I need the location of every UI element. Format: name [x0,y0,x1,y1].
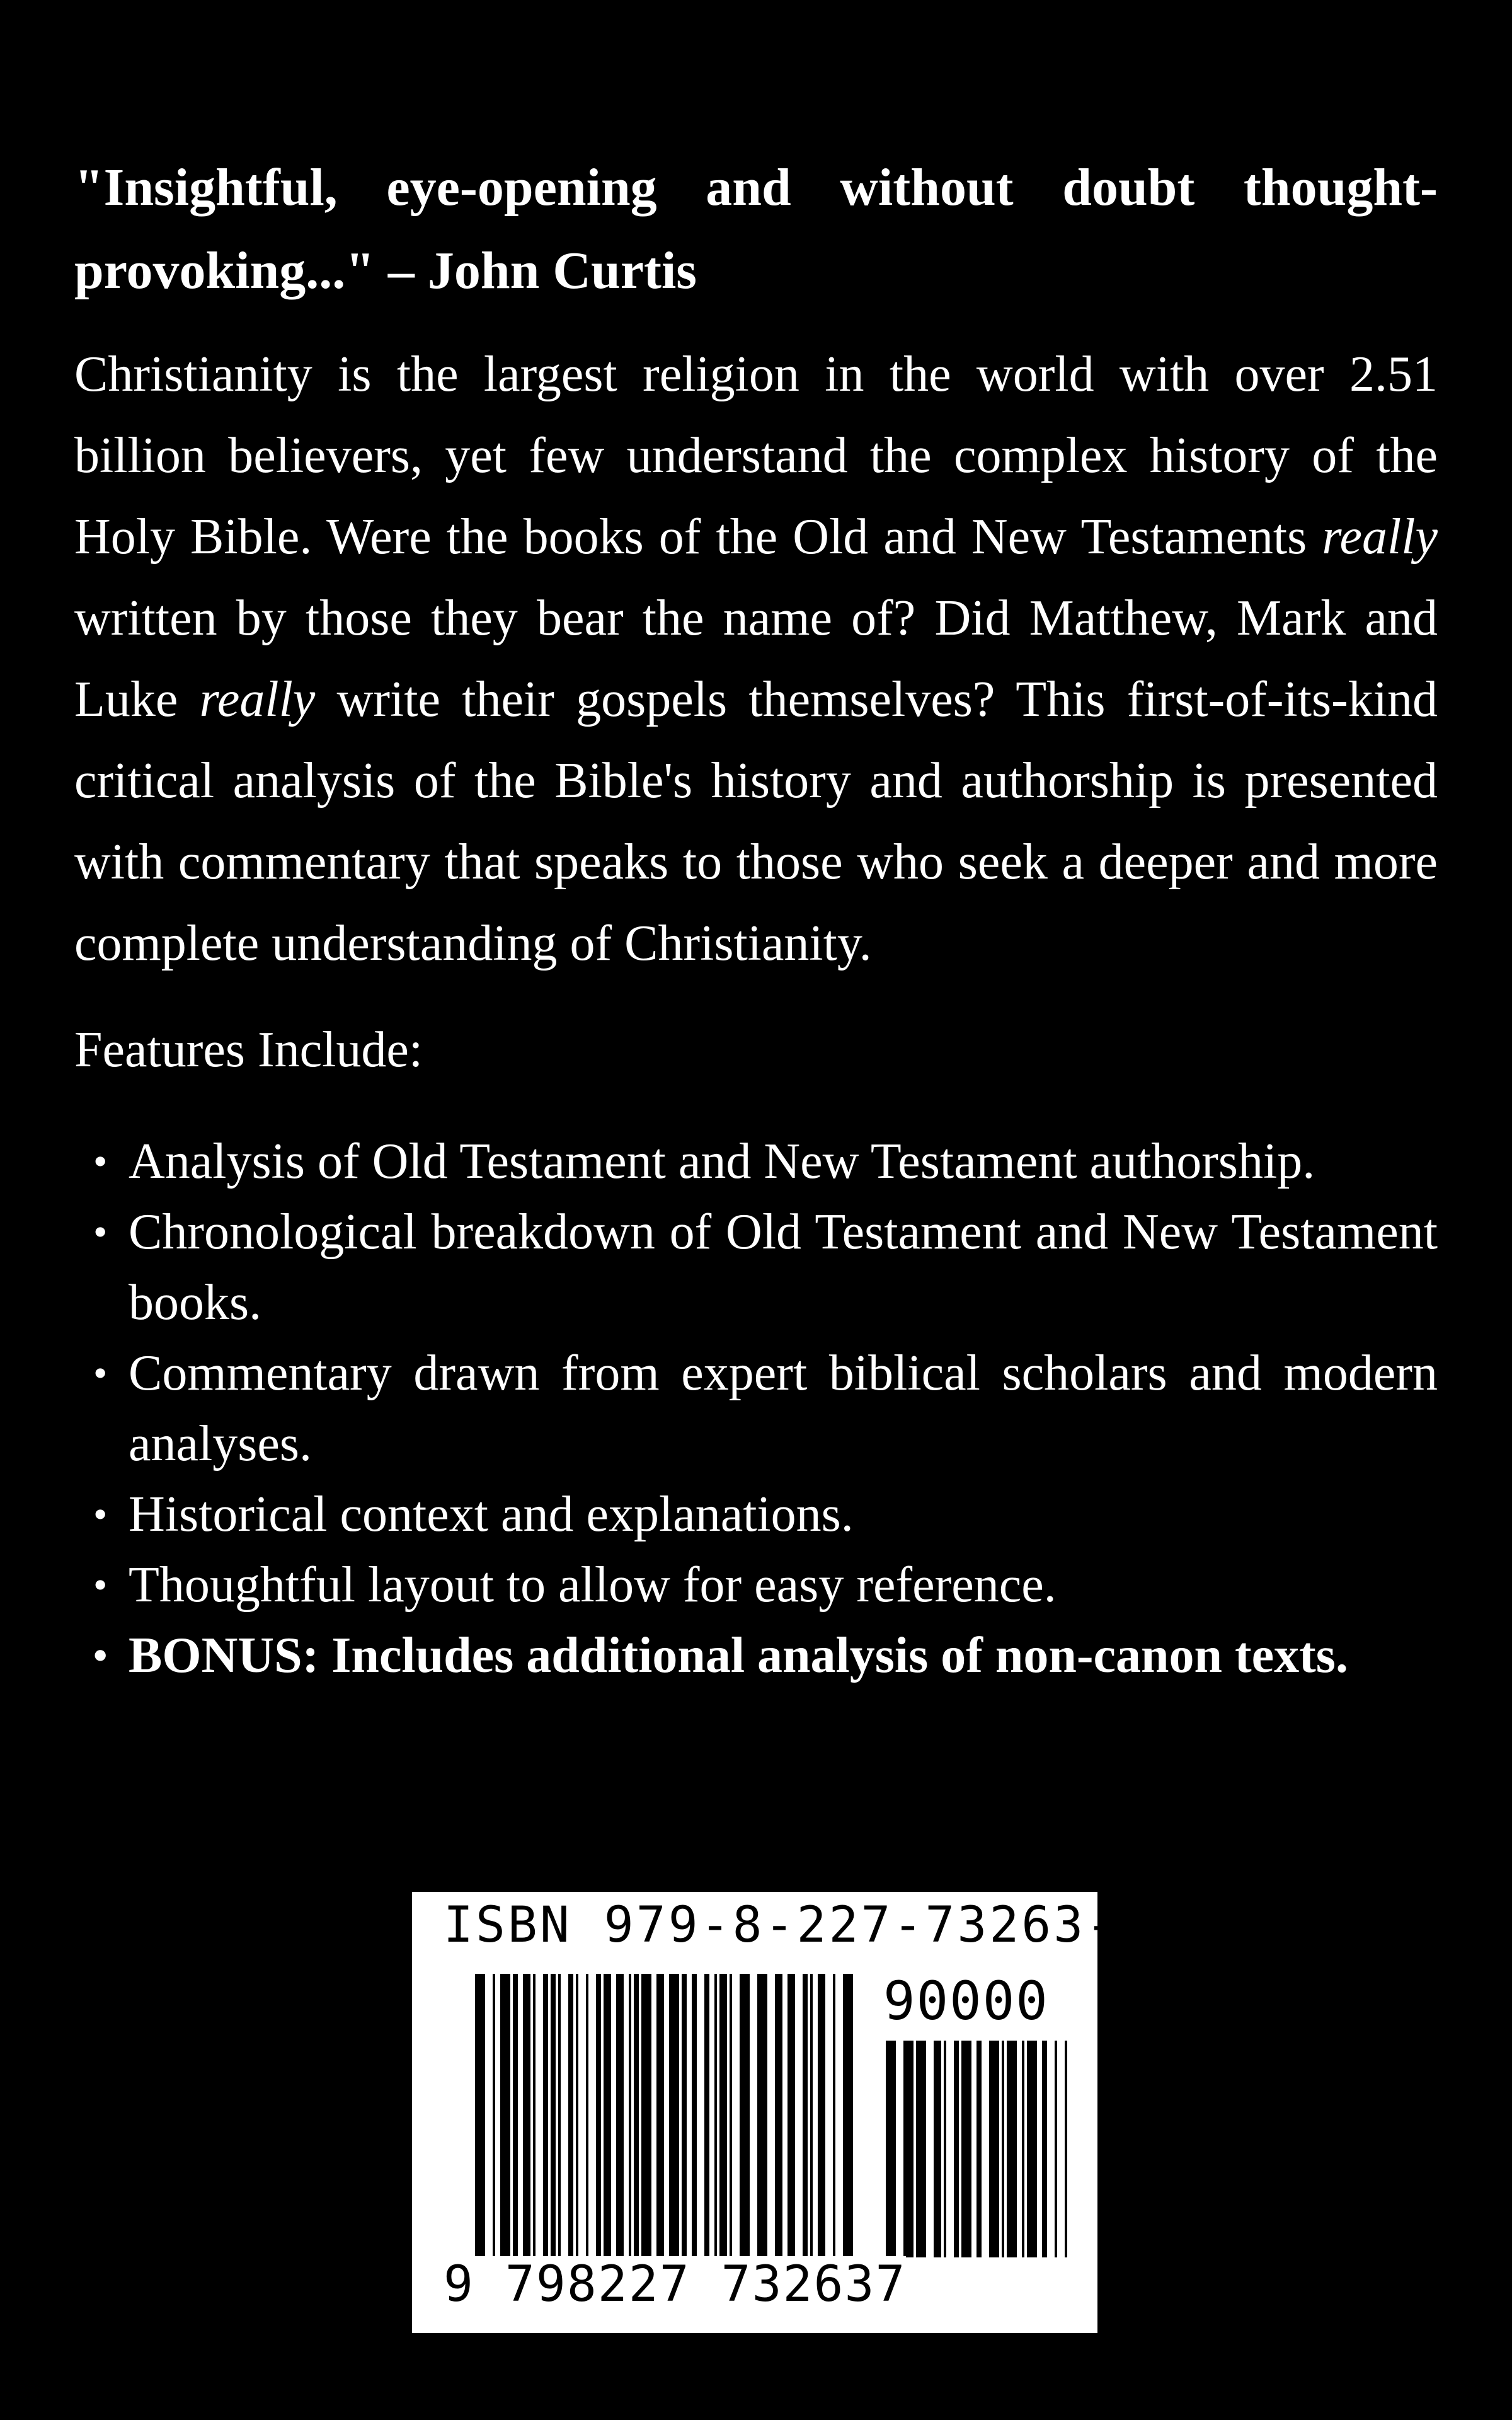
barcode-bar [719,1974,727,2257]
features-heading: Features Include: [74,1022,423,1078]
barcode-bar [1027,2041,1037,2257]
barcode-bar [1022,2041,1024,2257]
barcode-bar [843,1974,853,2257]
feature-text: BONUS: Includes additional analysis of non-canon texts. [129,1628,1348,1683]
bullet-icon: • [93,1562,108,1607]
ean-bars [475,1974,853,2283]
description-part-3: write their gospels themselves? This first-of-its-kind critical analysis of the Bible's history and authorship is presented with commentary that speaks to those who seek a deeper and more complete understanding of Christianity. [74,672,1438,971]
barcode-bar [551,1974,556,2257]
barcode-bar [616,1974,624,2257]
barcode-bar [954,2041,959,2257]
barcode-bar [704,1974,709,2257]
barcode-bar [934,2041,941,2257]
barcode-bar [586,1974,588,2257]
feature-text: Chronological breakdown of Old Testament and New Testament books. [129,1204,1438,1330]
feature-item [74,1197,1438,1338]
barcode-bar [692,1974,697,2257]
barcode-bar [669,1974,679,2257]
barcode-bar [500,1974,510,2257]
feature-text: Analysis of Old Testament and New Testament authorship. [129,1134,1315,1189]
bullet-icon: • [93,1209,108,1254]
barcode-bar [629,1974,631,2257]
feature-item [74,1338,1438,1479]
barcode-bar [961,2041,971,2257]
barcode-bar [558,1974,561,2257]
feature-text: Historical context and explanations. [129,1487,854,1542]
feature-text: Commentary drawn from expert biblical scholars and modern analyses. [129,1345,1438,1472]
barcode-bar [513,1974,518,2257]
barcode-bar [886,2041,896,2257]
barcode-bar [634,1974,639,2257]
barcode-bar [568,1974,573,2257]
bullet-icon: • [93,1139,108,1184]
feature-item [74,1126,1438,1197]
barcode-bar [523,1974,530,2257]
barcode-bar [641,1974,651,2257]
barcode-bar [1055,2041,1057,2257]
barcode-bar [944,2041,946,2257]
barcode-bar [493,1974,495,2283]
barcode-bar [976,2041,982,2257]
barcode-bar [1002,2041,1004,2257]
barcode-bar [533,1974,536,2257]
description-part-1: Christianity is the largest religion in the world with over 2.51 billion believers, yet few understand the complex history of the Holy Bible. Were the books of the Old and New Testaments [74,347,1438,565]
feature-item [74,1550,1438,1620]
barcode-bar [833,1974,835,2257]
features-list [74,1126,1438,1691]
barcode-bar [818,1974,825,2257]
barcode-bar [803,1974,808,2257]
description-part-2: written by those they bear the name of? Did Matthew, Mark and Luke [74,591,1438,727]
barcode-bar [543,1974,548,2257]
barcode-bar [656,1974,664,2257]
barcode-bar [576,1974,578,2257]
barcode-bar [788,1974,795,2257]
feature-item-bonus [74,1620,1438,1691]
barcode-bar [989,2041,999,2257]
barcode-bar [740,1974,750,2283]
isbn-label: ISBN 979-8-227-73263-7 [444,1897,1150,1954]
bullet-icon: • [93,1351,108,1395]
barcode-bar [1065,2041,1067,2257]
bullet-icon: • [93,1492,108,1536]
barcode-bar [714,1974,717,2257]
barcode-bar [775,1974,782,2257]
feature-text: Thoughtful layout to allow for easy reference. [129,1557,1057,1613]
price-code: 90000 [883,1970,1049,2032]
barcode-bar [810,1974,813,2257]
barcode-bar [1007,2041,1017,2257]
addon-bars [886,2041,1067,2257]
ean-digits: 9 798227 732637 [444,2256,907,2313]
barcode-bar [757,1974,767,2283]
description-emphasis-2: really [199,672,316,727]
barcode-bar [604,1974,611,2257]
barcode-bar [682,1974,687,2257]
barcode-bar [730,1974,732,2257]
description-emphasis-1: really [1322,509,1438,565]
feature-item [74,1479,1438,1550]
bullet-icon: • [93,1633,108,1678]
isbn-barcode [412,1892,1150,2333]
barcode-bar [903,2041,914,2257]
cover-text [74,146,1438,1691]
book-description [74,334,1438,984]
barcode-bar [916,2041,926,2257]
barcode-bar [475,1974,485,2283]
barcode-bar [1042,2041,1047,2257]
barcode-bar [596,1974,601,2257]
review-quote: "Insightful, eye-opening and without doubt thought-provoking..." – John Curtis [74,158,1438,300]
